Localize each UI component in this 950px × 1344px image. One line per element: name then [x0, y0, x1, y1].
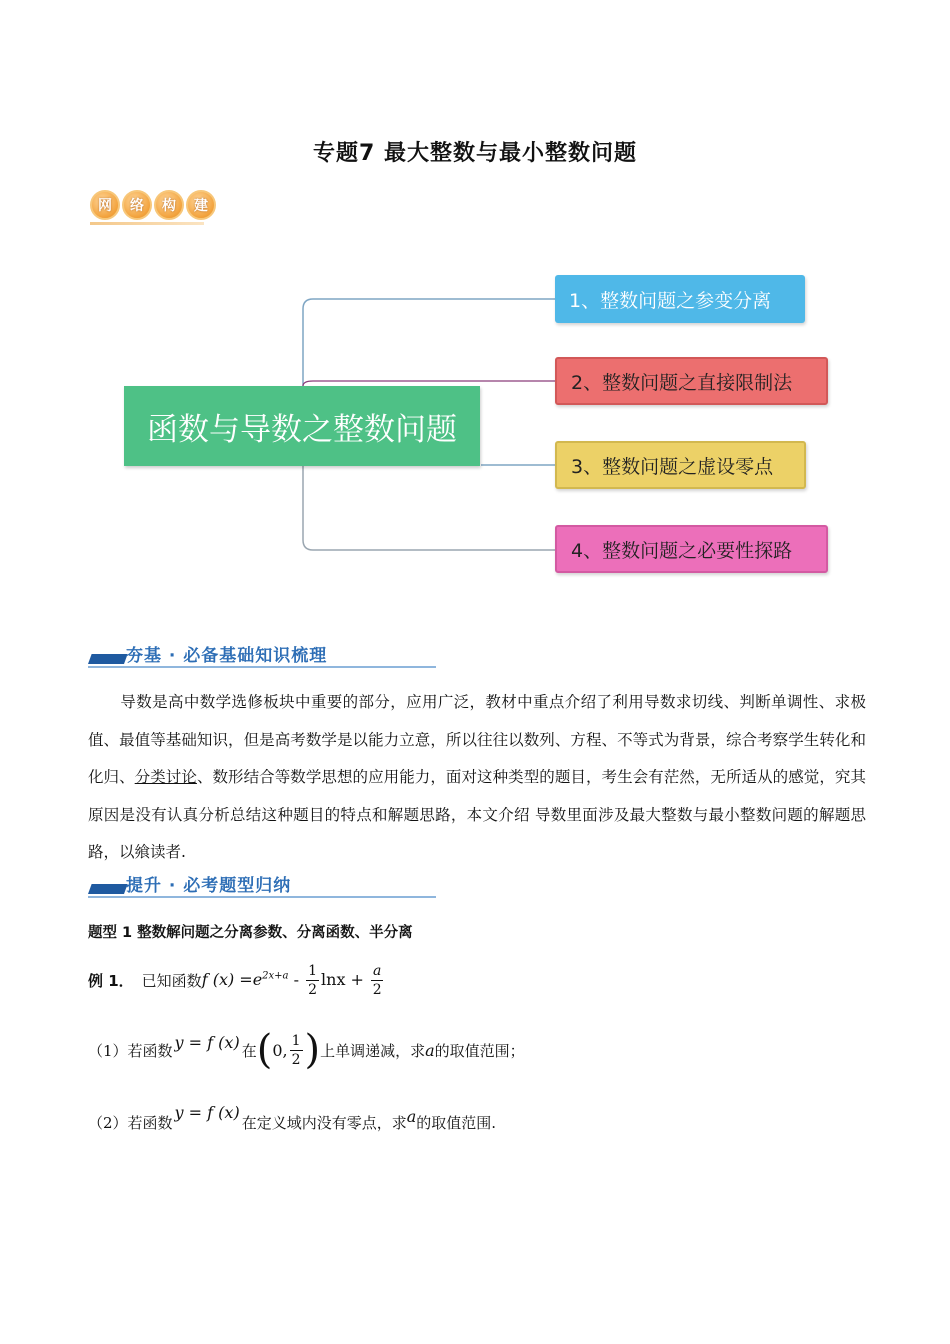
subquestion-tail-b: 的取值范围. [416, 1113, 497, 1132]
section-header-bar [88, 654, 128, 664]
fraction-denominator: 2 [291, 1051, 301, 1068]
fraction-one-half [306, 962, 319, 999]
fraction-denominator: 2 [308, 981, 318, 998]
interval-fraction [290, 1032, 303, 1069]
section-header-basics [88, 640, 436, 668]
center-node: 函数与导数之整数问题 [124, 386, 480, 466]
fraction-numerator: 1 [291, 1032, 301, 1049]
section-header-improve [88, 870, 436, 898]
badge-char: 构 [154, 190, 184, 220]
formula-exponent: 2x+a [262, 970, 289, 982]
fraction-numerator: 1 [308, 962, 318, 979]
paren-left-icon: ( [256, 1027, 273, 1073]
subquestion-number: （2）若函数 [88, 1113, 173, 1132]
mind-map [0, 260, 950, 590]
branch-node-4: 4、整数问题之必要性探路 [555, 525, 828, 573]
example-1 [88, 958, 385, 1002]
section-header-label: 夯基 · 必备基础知识梳理 [126, 646, 328, 666]
fraction-a-half [371, 962, 383, 999]
badge-char: 网 [90, 190, 120, 220]
example-label: 例 1． [88, 971, 134, 990]
intro-text-b: 、数形结合等数学思想的应用能力，面对这种类型的题目，考生会有茫然，无所适从的感觉，究其原因是没有认真分析总结这种题目的特点和解题思路，本文介绍 导数里面涉及最大整数与最小整数问题的解题思路，以飨读者. [88, 768, 866, 861]
subquestion-mid: 在定义域内没有零点，求 [241, 1113, 407, 1132]
interval-left: 0, [272, 1040, 288, 1060]
subquestion-2 [88, 1098, 496, 1146]
paren-right-icon: ) [304, 1027, 321, 1073]
subquestion-1 [88, 1018, 525, 1082]
variable-a: a [425, 1040, 435, 1060]
page-title: 专题7 最大整数与最小整数问题 [313, 141, 637, 166]
subquestion-function: y = f (x) [174, 1032, 240, 1052]
formula-ln: lnx + [321, 969, 370, 989]
network-build-badge [90, 190, 216, 220]
badge-char: 建 [186, 190, 216, 220]
variable-a: a [406, 1106, 417, 1126]
connector-1 [303, 299, 555, 386]
subquestion-mid: 在 [241, 1041, 257, 1060]
subquestion-tail-a: 上单调递减，求 [320, 1041, 426, 1060]
subquestion-number: （1）若函数 [88, 1041, 173, 1060]
interval [256, 1027, 321, 1073]
fraction-denominator: 2 [372, 981, 382, 998]
formula-minus: - [288, 969, 305, 989]
fraction-numerator: a [373, 962, 382, 979]
formula-left: f (x) =e [201, 969, 263, 989]
intro-text-a: 导数是高中数学选修板块中重要的部分，应用广泛，教材中重点介绍了利用导数求切线、判断单调性、求极值、最值等基础知识，但是高考数学是以能力立意，所以往往以数列、方程、不等式为背景，综合考察学生转化和化归、 [88, 693, 866, 786]
section-header-rule [88, 666, 436, 668]
section-header-label: 提升 · 必考题型归纳 [126, 876, 292, 896]
connector-4 [303, 466, 555, 550]
section-header-bar [88, 884, 128, 894]
branch-node-1: 1、整数问题之参变分离 [555, 275, 805, 323]
branch-node-2: 2、整数问题之直接限制法 [555, 357, 828, 405]
badge-char: 络 [122, 190, 152, 220]
section-header-rule [88, 896, 436, 898]
question-type-heading: 题型 1 整数解问题之分离参数、分离函数、半分离 [88, 925, 413, 941]
example-lead: 已知函数 [141, 971, 202, 990]
intro-underlined: 分类讨论 [134, 768, 197, 786]
subquestion-function: y = f (x) [174, 1102, 240, 1122]
example-formula [202, 962, 386, 999]
branch-node-3: 3、整数问题之虚设零点 [555, 441, 806, 489]
subquestion-tail-b: 的取值范围； [434, 1041, 525, 1060]
intro-paragraph [88, 684, 866, 872]
badge-underline [90, 222, 204, 225]
